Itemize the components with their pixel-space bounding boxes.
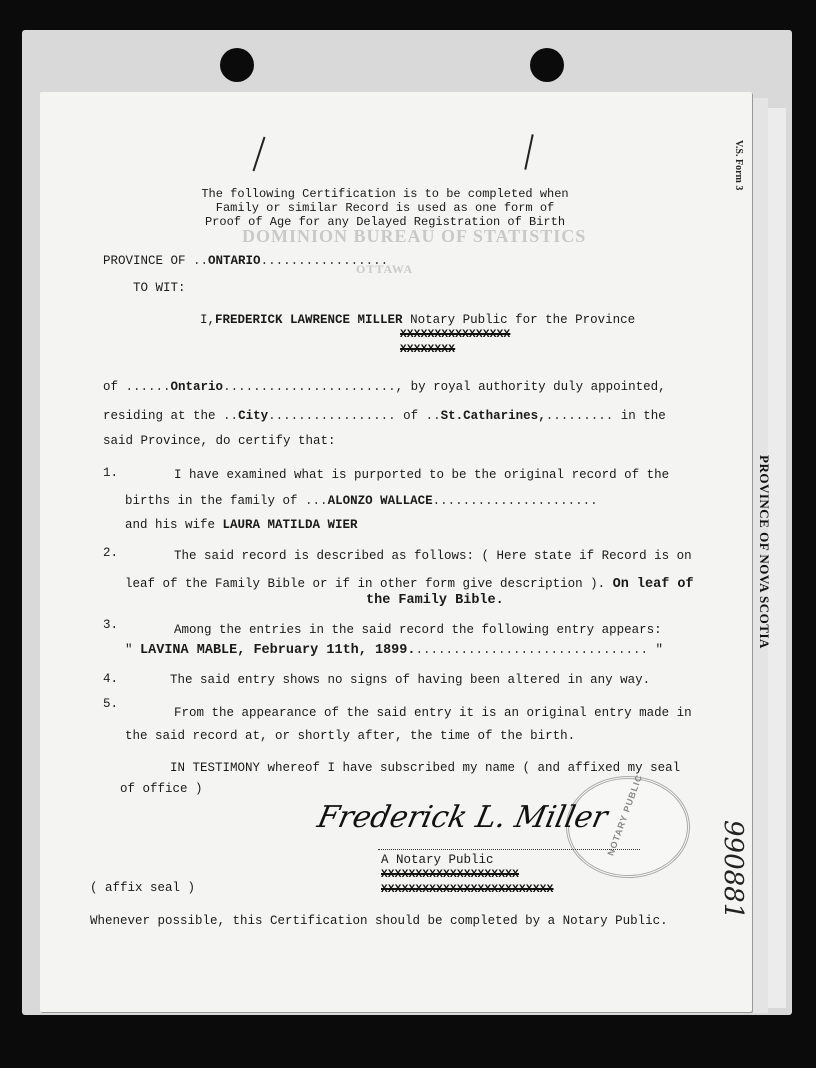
item-number: 2. — [103, 546, 119, 560]
province-row: PROVINCE OF ..ONTARIO................. — [103, 254, 389, 268]
seal-text: NOTARY PUBLIC — [605, 772, 645, 858]
entry-open-quote: " — [125, 643, 133, 657]
struck-text: XXXXXXXX — [400, 344, 456, 356]
of-label: of — [103, 380, 119, 394]
item2-line1: The said record is described as follows: ( Here state if Record is on — [174, 549, 692, 563]
item-number: 5. — [103, 697, 119, 711]
notary-title: Notary Public for the Province — [410, 313, 636, 327]
residing-label: residing at the — [103, 409, 216, 423]
province-side-label: PROVINCE OF NOVA SCOTIA — [757, 455, 772, 649]
item2-text: leaf of the Family Bible or if in other form give description ). — [125, 577, 606, 591]
wife-name: LAURA MATILDA WIER — [222, 518, 358, 532]
item1-line2: births in the family of ...ALONZO WALLACE...................... — [125, 494, 598, 508]
header-instructions — [150, 187, 620, 229]
item4-line1: The said entry shows no signs of having been altered in any way. — [170, 673, 651, 687]
notary-name: FREDERICK LAWRENCE MILLER — [215, 313, 403, 327]
notary-signature: Frederick L. Miller — [314, 800, 611, 835]
struck-text: XXXXXXXXXXXXXXXXXXXX — [381, 869, 520, 881]
record-description-1: On leaf of — [612, 577, 694, 592]
item2-line2 — [125, 577, 694, 592]
province-label: PROVINCE OF — [103, 254, 186, 268]
record-description-2: the Family Bible. — [366, 593, 504, 608]
wife-prefix: and his wife — [125, 518, 216, 532]
item-number: 1. — [103, 466, 119, 480]
form-number: V.S. Form 3 — [733, 140, 744, 191]
royal-text: , by royal authority duly appointed, — [395, 380, 666, 394]
affix-seal: ( affix seal ) — [90, 881, 196, 895]
notary-public-label: A Notary Public — [381, 853, 494, 867]
testimony-line2: of office ) — [120, 782, 203, 796]
to-wit: TO WIT: — [133, 281, 186, 295]
punch-hole-left — [220, 48, 254, 82]
residing-row: residing at the ..City................. of ..St.Catharines,......... in the — [103, 409, 666, 423]
of-value: Ontario — [170, 380, 224, 394]
wife-row — [125, 518, 358, 532]
background-city: OTTAWA — [356, 262, 414, 276]
header-line: The following Certification is to be completed when — [201, 187, 569, 201]
handwritten-number: 990881 — [718, 820, 748, 920]
city-value: St.Catharines, — [440, 409, 546, 423]
residing-value: City — [238, 409, 269, 423]
province-value: ONTARIO — [208, 254, 261, 268]
notary-row — [200, 313, 635, 327]
entry-close-quote: " — [655, 643, 664, 657]
background-heading: DOMINION BUREAU OF STATISTICS — [242, 226, 587, 246]
entry-value: LAVINA MABLE, February 11th, 1899. — [140, 643, 416, 658]
item-number: 4. — [103, 672, 119, 686]
item5-line1: From the appearance of the said entry it is an original entry made in — [174, 706, 692, 720]
of-row: of ......Ontario......................., by royal authority duly appointed, — [103, 380, 666, 394]
father-name: ALONZO WALLACE — [327, 494, 433, 508]
testimony-line1: IN TESTIMONY whereof I have subscribed my name ( and affixed my seal — [170, 761, 681, 775]
footer-note: Whenever possible, this Certification should be completed by a Notary Public. — [90, 914, 668, 928]
entry-row: " LAVINA MABLE, February 11th, 1899................................ " — [125, 643, 664, 658]
item5-line2: the said record at, or shortly after, the time of the birth. — [125, 729, 576, 743]
item3-line1: Among the entries in the said record the following entry appears: — [174, 623, 662, 637]
notary-prefix: I, — [200, 313, 216, 327]
header-line: Proof of Age for any Delayed Registration of Birth — [204, 215, 566, 229]
of-label-2: of — [403, 409, 419, 423]
births-prefix: births in the family of — [125, 494, 298, 508]
said-province: said Province, do certify that: — [103, 434, 336, 448]
item-number: 3. — [103, 618, 119, 632]
struck-text: XXXXXXXXXXXXXXXX — [400, 329, 511, 341]
in-the: in the — [620, 409, 666, 423]
header-line: Family or similar Record is used as one form of — [215, 201, 555, 215]
item1-line1: I have examined what is purported to be the original record of the — [174, 468, 670, 482]
punch-hole-right — [530, 48, 564, 82]
struck-text: XXXXXXXXXXXXXXXXXXXXXXXXX — [381, 884, 554, 896]
signature-line — [378, 849, 640, 850]
